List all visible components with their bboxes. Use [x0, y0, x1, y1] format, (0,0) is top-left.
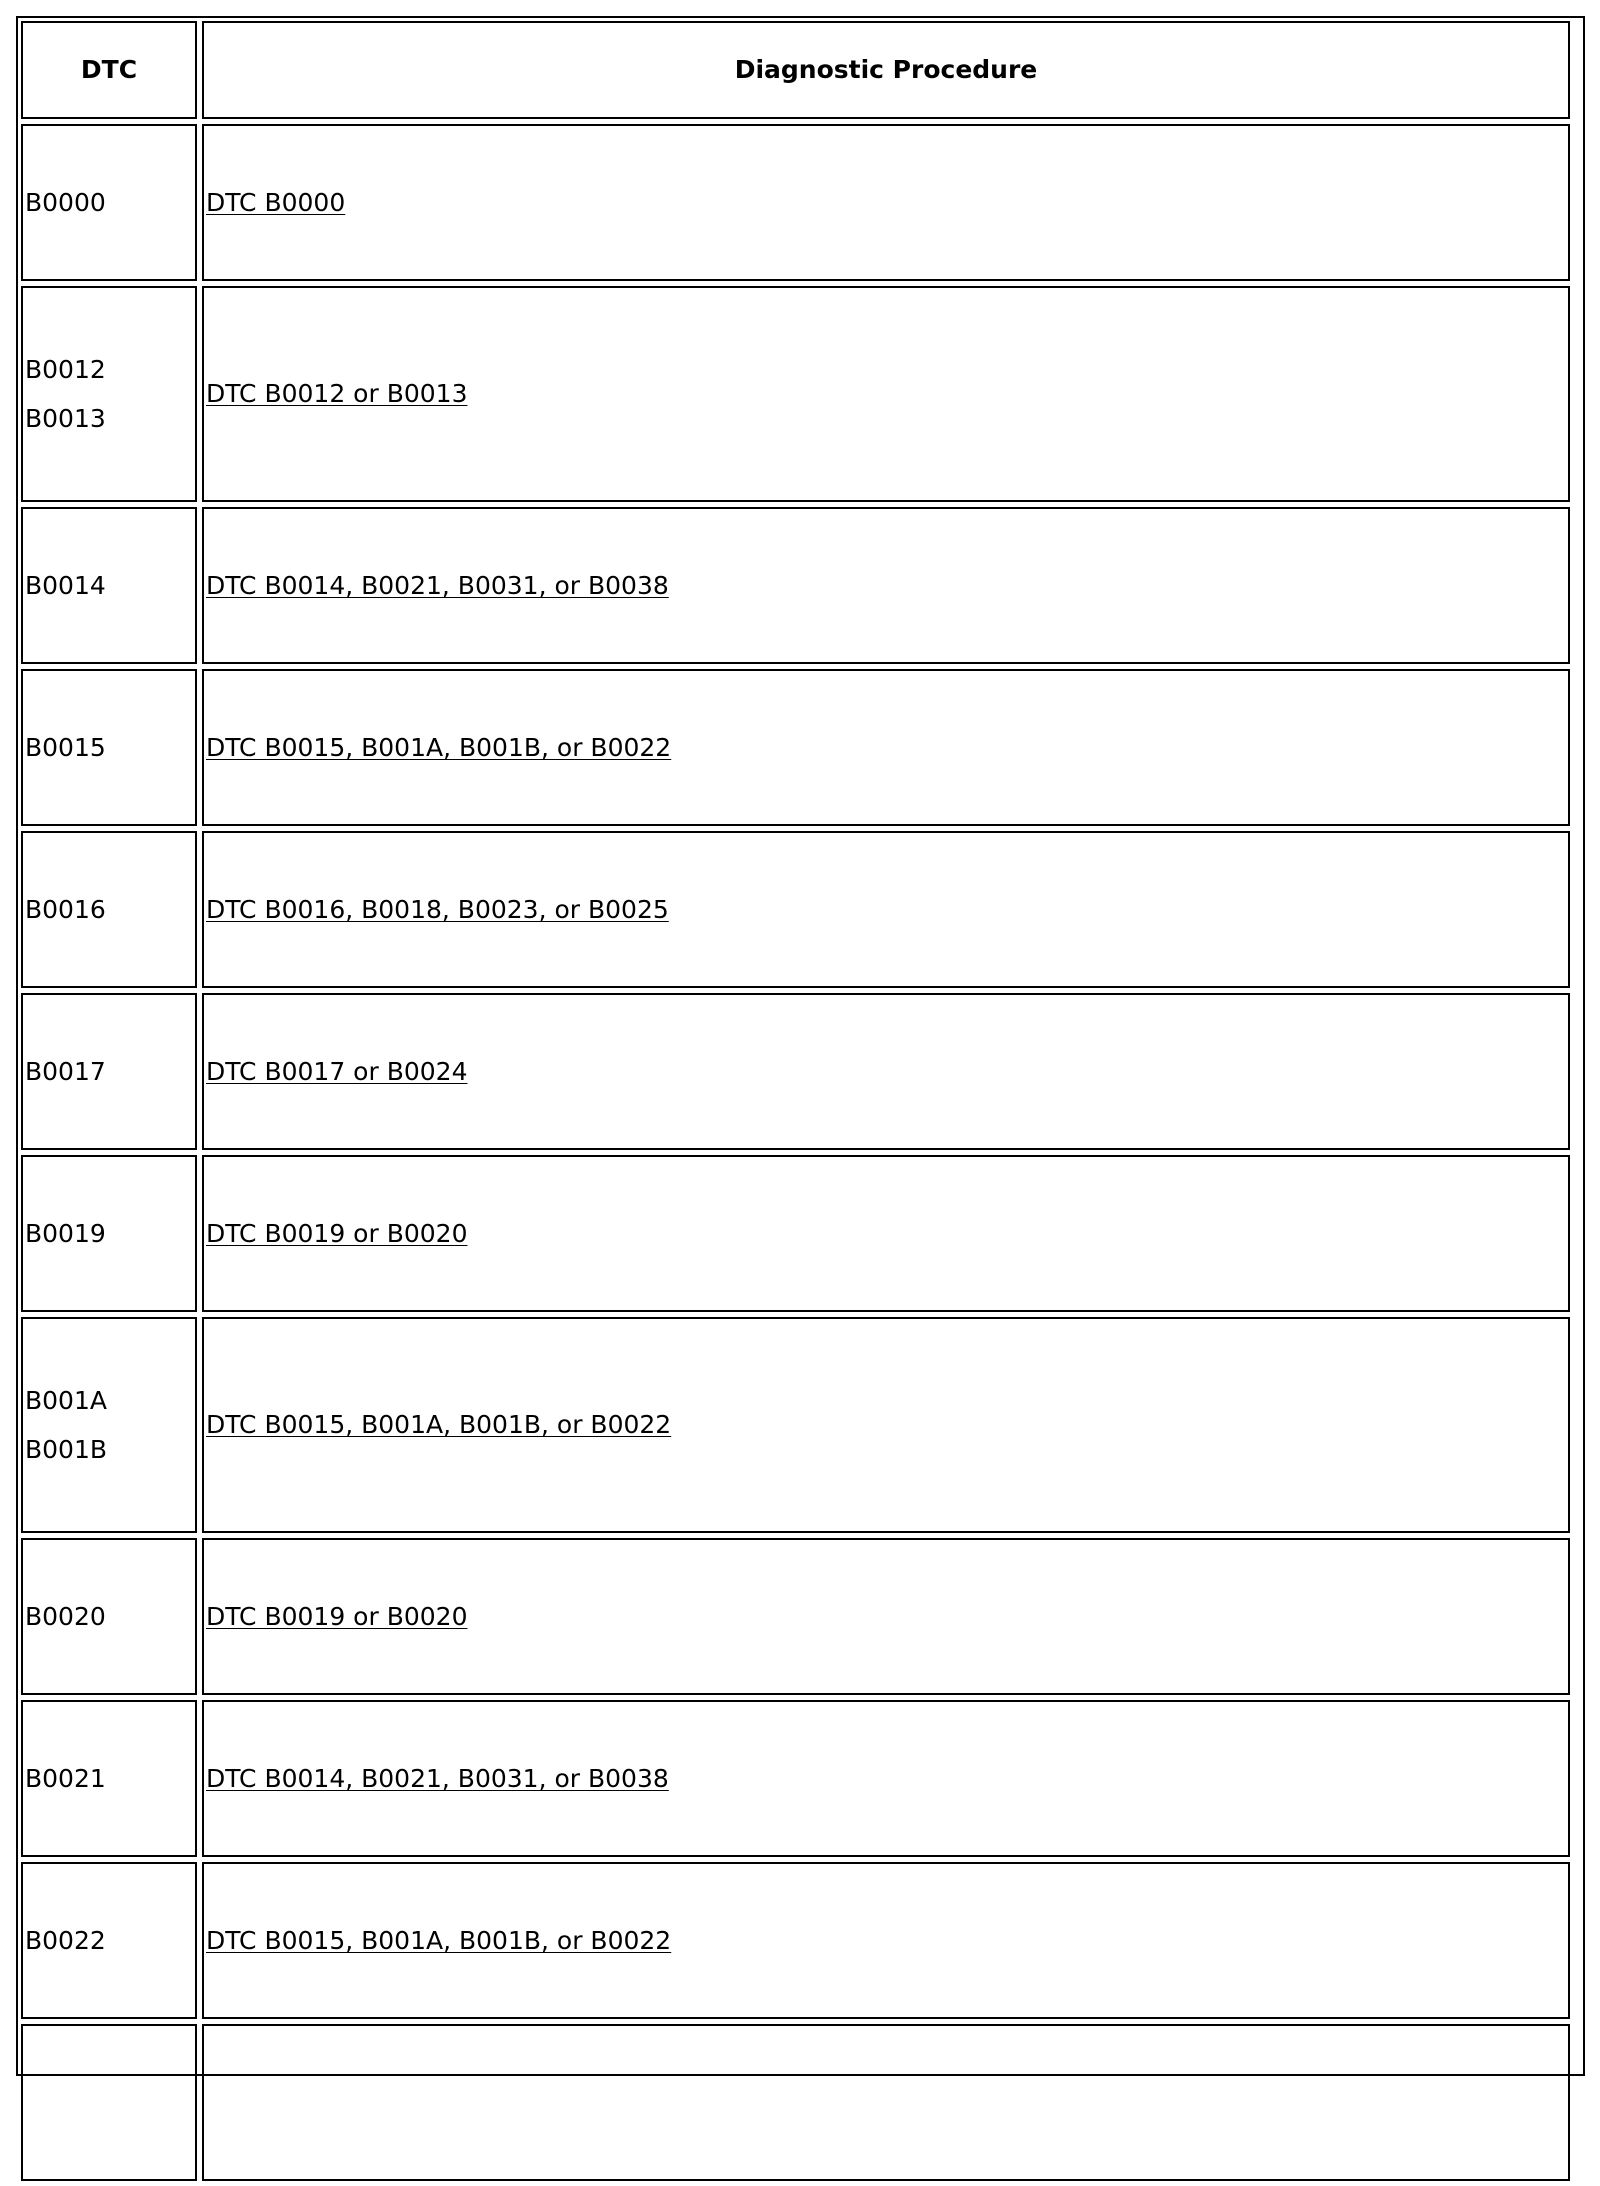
dtc-cell	[21, 1862, 197, 2019]
dtc-code: B0016	[25, 894, 106, 924]
table-row-partial	[21, 2024, 1570, 2181]
dtc-cell	[21, 507, 197, 664]
table-row	[21, 507, 1570, 664]
dtc-code: B0022	[25, 1925, 106, 1955]
header-row	[21, 21, 1570, 119]
procedure-cell	[202, 993, 1570, 1150]
table-row	[21, 831, 1570, 988]
table-row	[21, 1155, 1570, 1312]
table-row	[21, 1317, 1570, 1533]
dtc-cell	[21, 1155, 197, 1312]
dtc-code: B0000	[25, 187, 106, 217]
procedure-link[interactable]: DTC B0014, B0021, B0031, or B0038	[206, 1763, 669, 1793]
dtc-code: B0014	[25, 570, 106, 600]
procedure-cell	[202, 1700, 1570, 1857]
dtc-table	[16, 16, 1575, 2186]
procedure-cell	[202, 2024, 1570, 2181]
table-row	[21, 1862, 1570, 2019]
dtc-cell	[21, 831, 197, 988]
dtc-code: B0019	[25, 1218, 106, 1248]
procedure-cell	[202, 1317, 1570, 1533]
dtc-cell	[21, 1317, 197, 1533]
dtc-cell	[21, 669, 197, 826]
procedure-link[interactable]: DTC B0014, B0021, B0031, or B0038	[206, 570, 669, 600]
table-row	[21, 1700, 1570, 1857]
dtc-code: B0013	[25, 403, 106, 433]
header-diagnostic-procedure: Diagnostic Procedure	[202, 21, 1570, 119]
header-dtc: DTC	[21, 21, 197, 119]
dtc-cell	[21, 124, 197, 281]
procedure-link[interactable]: DTC B0015, B001A, B001B, or B0022	[206, 732, 672, 762]
dtc-code: B001A	[25, 1385, 107, 1415]
table-row	[21, 993, 1570, 1150]
dtc-code: B0021	[25, 1763, 106, 1793]
procedure-link[interactable]: DTC B0017 or B0024	[206, 1056, 468, 1086]
dtc-cell	[21, 286, 197, 502]
dtc-cell	[21, 2024, 197, 2181]
dtc-code: B0017	[25, 1056, 106, 1086]
procedure-link[interactable]: DTC B0015, B001A, B001B, or B0022	[206, 1410, 672, 1439]
dtc-cell	[21, 1700, 197, 1857]
procedure-cell	[202, 1155, 1570, 1312]
dtc-cell	[21, 1538, 197, 1695]
procedure-cell	[202, 831, 1570, 988]
procedure-cell	[202, 507, 1570, 664]
dtc-code: B0015	[25, 732, 106, 762]
dtc-code: B0020	[25, 1601, 106, 1631]
dtc-code: B0012	[25, 354, 106, 384]
procedure-link[interactable]: DTC B0016, B0018, B0023, or B0025	[206, 894, 669, 924]
procedure-link[interactable]: DTC B0019 or B0020	[206, 1218, 468, 1248]
table-row	[21, 669, 1570, 826]
procedure-cell	[202, 669, 1570, 826]
table-row	[21, 124, 1570, 281]
procedure-cell	[202, 1862, 1570, 2019]
dtc-cell	[21, 993, 197, 1150]
procedure-link[interactable]: DTC B0012 or B0013	[206, 379, 468, 408]
procedure-cell	[202, 1538, 1570, 1695]
procedure-link[interactable]: DTC B0000	[206, 187, 346, 217]
dtc-code: B001B	[25, 1434, 108, 1464]
procedure-link[interactable]: DTC B0015, B001A, B001B, or B0022	[206, 1925, 672, 1955]
table-row	[21, 1538, 1570, 1695]
procedure-link[interactable]: DTC B0019 or B0020	[206, 1601, 468, 1631]
table-row	[21, 286, 1570, 502]
procedure-cell	[202, 286, 1570, 502]
procedure-cell	[202, 124, 1570, 281]
